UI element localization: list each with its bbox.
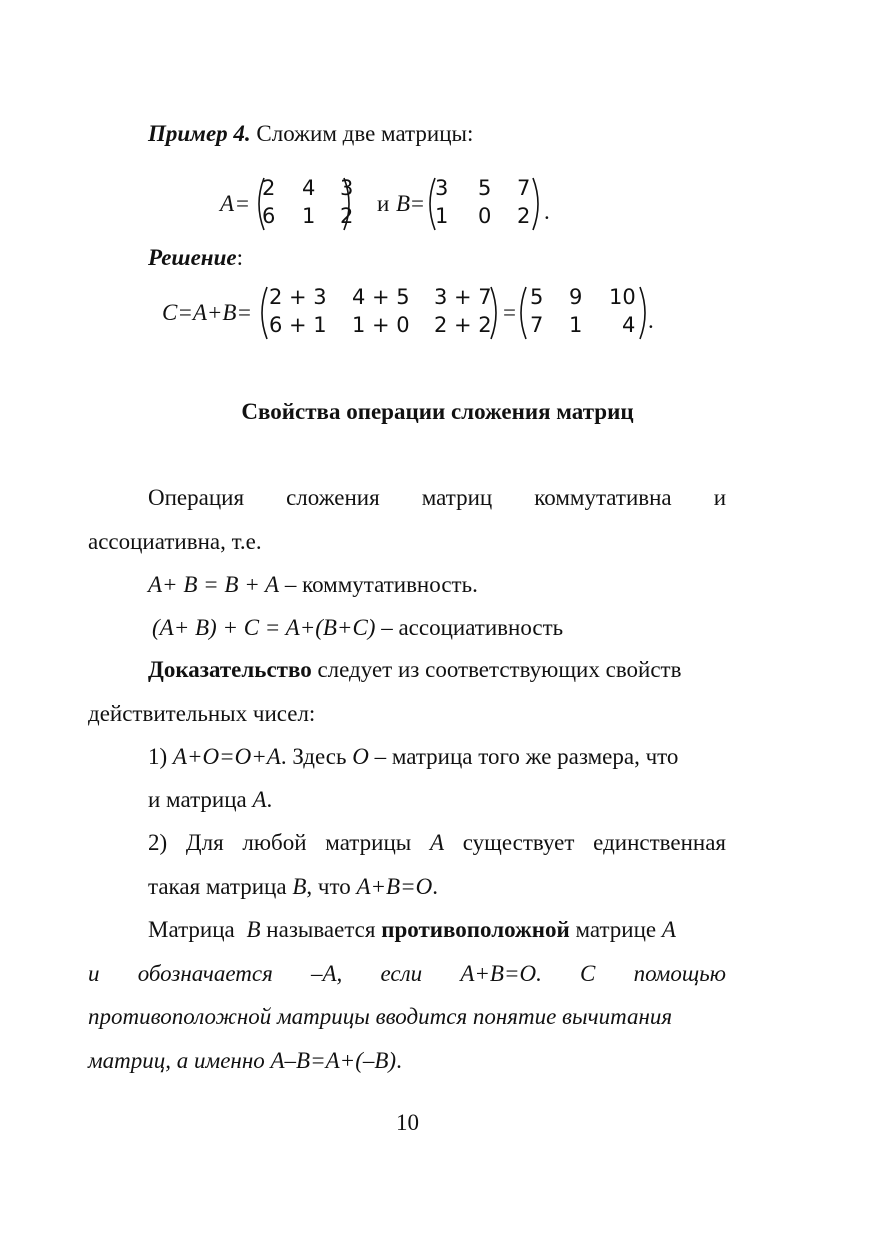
matrix-a-cell: 2 (340, 204, 354, 228)
opposite-word: и (88, 961, 100, 986)
sum-matrix-cell: 2 + 2 (434, 313, 492, 337)
opposite-b: B (246, 917, 261, 942)
opposite-bold: противоположной (381, 917, 570, 942)
opposite-line-2 (88, 960, 726, 988)
sum-matrix-cell: 2 + 3 (269, 285, 327, 309)
opposite-line4a: матриц, а именно (88, 1048, 271, 1073)
item-2-line-1 (148, 829, 726, 857)
matrix-b (425, 175, 549, 233)
sum-matrix (255, 284, 505, 342)
p1-word: коммутативна (534, 485, 672, 510)
proof-line-2: действительных чисел: (88, 701, 316, 726)
item-2-line2b: B (292, 874, 307, 899)
proof-text: следует из соответствующих свойств (311, 657, 682, 682)
matrix-b-cell: 5 (478, 176, 492, 200)
opposite-line4c: . (396, 1048, 402, 1073)
associativity-text: – ассоциативность (375, 615, 564, 640)
item-2-line2d: A+B=O (356, 874, 433, 899)
item-1-text1: . Здесь (280, 744, 353, 769)
opposite-line-3: противоположной матрицы вводится понятие вычитания (88, 1004, 673, 1029)
item-2-word: Для (185, 830, 224, 855)
item-2-word: единственная (593, 830, 726, 855)
matrix-b-cell: 2 (517, 204, 531, 228)
page-number: 10 (396, 1110, 419, 1135)
opposite-word: –A, (311, 961, 343, 986)
item-1-formula: A+O=O+A (172, 744, 281, 769)
sum-eq: = (503, 300, 516, 325)
sum-lhs: C=A+B= (162, 300, 253, 325)
example-label: Пример 4. (148, 121, 251, 146)
item-1-line-1 (148, 743, 678, 771)
sum-period: . (648, 308, 654, 333)
p1-word: матриц (421, 485, 493, 510)
item-1-line2a: и матрица (148, 787, 253, 812)
solution-colon: : (236, 245, 243, 270)
opposite-line4b: A–B=A+(–B) (270, 1048, 397, 1073)
p1-word: Операция (148, 485, 245, 510)
opposite-word: если (380, 961, 423, 986)
matrix-a-cell: 2 (262, 176, 276, 200)
item-2-word: существует (462, 830, 575, 855)
matrix-b-cell: 3 (435, 176, 449, 200)
opposite-c: называется (260, 917, 382, 942)
sum-matrix-cell: 1 + 0 (352, 313, 410, 337)
sum-matrix-cell: 6 + 1 (269, 313, 327, 337)
opposite-line-1 (148, 916, 726, 944)
opposite-line-4 (88, 1047, 402, 1075)
item-1-line-2 (148, 786, 272, 814)
sum-matrix-cell: 3 + 7 (434, 285, 492, 309)
matrix-a-cell: 3 (340, 176, 354, 200)
commutativity-line (148, 571, 478, 599)
item-2-line2e: . (432, 874, 438, 899)
item-1-num: 1) (148, 744, 173, 769)
matrix-b-cell: 0 (478, 204, 492, 228)
matrix-a-eq: = (236, 191, 249, 216)
proof-label: Доказательство (148, 657, 312, 682)
item-2-word: любой (242, 830, 307, 855)
example-text: Сложим две матрицы: (250, 121, 474, 146)
associativity-line (152, 614, 563, 642)
opposite-word: A+B=O. (460, 961, 542, 986)
associativity-formula: (A+ B) + C = A+(B+C) (152, 615, 376, 640)
matrix-b-cell: 1 (435, 204, 449, 228)
p1-word: и (713, 485, 726, 510)
matrix-b-eq: = (411, 191, 424, 216)
item-2-line2a: такая матрица (148, 874, 293, 899)
matrix-a-cell: 4 (302, 176, 316, 200)
commutativity-text: – коммутативность. (279, 572, 478, 597)
solution-line (148, 244, 243, 272)
matrix-a-cell: 6 (262, 204, 276, 228)
result-matrix-cell: 5 (530, 285, 544, 309)
and-word: и (377, 191, 390, 216)
result-matrix-cell: 10 (609, 285, 636, 309)
result-matrix (516, 284, 650, 342)
matrix-a-name: A (220, 191, 235, 216)
example-line (148, 120, 473, 148)
item-2-line-2 (148, 873, 438, 901)
result-matrix-cell: 7 (530, 313, 544, 337)
matrix-b-cell: 7 (517, 176, 531, 200)
proof-line-1 (148, 656, 681, 684)
opposite-a: Матрица (148, 917, 241, 942)
result-matrix-cell: 1 (569, 313, 583, 337)
result-matrix-cell: 4 (622, 313, 636, 337)
opposite-word: помощью (633, 961, 726, 986)
commutativity-formula: A+ B = B + A (148, 572, 280, 597)
item-2-line2c: , что (306, 874, 357, 899)
section-heading: Свойства операции сложения матриц (241, 399, 634, 424)
opposite-word: C (580, 961, 596, 986)
p1-word: сложения (286, 485, 380, 510)
item-1-o: O (352, 744, 369, 769)
opposite-word: обозначается (137, 961, 273, 986)
item-2-word: A (429, 830, 445, 855)
matrix-a-cell: 1 (302, 204, 316, 228)
sum-matrix-cell: 4 + 5 (352, 285, 410, 309)
opposite-d: матрице (569, 917, 662, 942)
paragraph-1-line-1 (148, 484, 726, 512)
solution-label: Решение (148, 245, 237, 270)
paragraph-1-line-2: ассоциативна, т.е. (88, 529, 262, 554)
item-1-text2: – матрица того же размера, что (368, 744, 679, 769)
item-2-word: 2) (148, 830, 168, 855)
item-2-word: матрицы (325, 830, 412, 855)
item-1-line2c: . (266, 787, 273, 812)
opposite-e: A (661, 917, 676, 942)
result-matrix-cell: 9 (569, 285, 583, 309)
matrix-b-name: B (396, 191, 411, 216)
item-1-line2b: A (252, 787, 267, 812)
def-period: . (544, 199, 550, 224)
matrix-a (252, 175, 356, 233)
